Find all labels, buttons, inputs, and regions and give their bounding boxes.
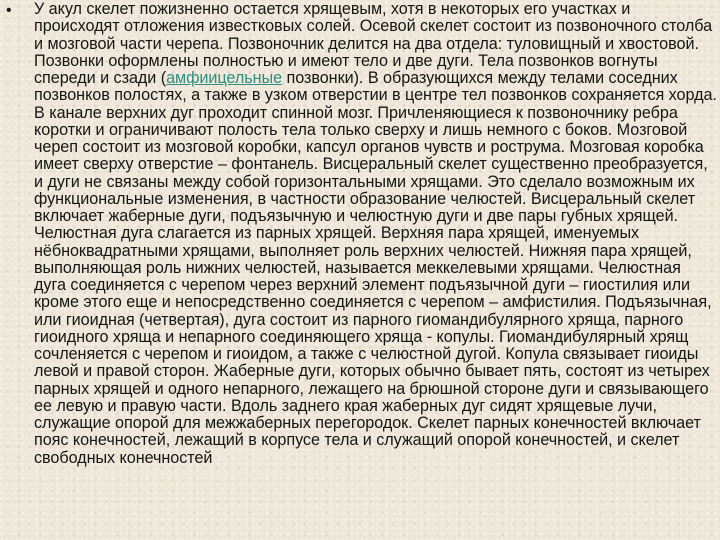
amphicoelous-link[interactable]: амфиицельные — [166, 69, 283, 87]
paragraph-text-end: позвонки). В образующихся между телами соседних позвонков полостях, а также в узком отверстии в центре тел позвонков сохраняется хорда. В канале верхних дуг проходит спинной мозг. Причленяющиеся к позвоночнику ребра коротки и ограничивают полость тела только сверху и лишь немного с боков. Мозговой череп состоит из мозговой коробки, капсул органов чувств и рострума. Мозговая коробка имеет сверху отверстие – фонтанель. Висцеральный скелет существенно преобразуется, и дуги не связаны между собой горизонтальными хрящами. Это сделало возможным их функциональные изменения, в частности образование челюстей. Висцеральный скелет включает жаберные дуги, подъязычную и челюстную дуги и две пары губных хрящей. Челюстная дуга слагается из парных хрящей. Верхняя пара хрящей, именуемых нёбноквадратными хрящами, выполняет роль верхних челюстей. Нижняя пара хрящей, выполняющая роль нижних челюстей, называется меккелевыми хрящами. Челюстная дуга соединяется с черепом через верхний элемент подъязычной дуги – гиостилия или кроме этого еще и непосредственно соединяется с черепом – амфистилия. Подъязычная, или гиоидная (четвертая), дуга состоит из парного гиомандибулярного хряща, парного гиоидного хряща и непарного соединяющего хряща - копулы. Гиомандибулярный хрящ сочленяется с черепом и гиоидом, а также с челюстной дугой. Копула связывает гиоиды левой и правой сторон. Жаберные дуги, которых обычно бывает пять, состоят из четырех парных хрящей и одного непарного, лежащего на брюшной стороне дуги и связывающего ее левую и правую части. Вдоль заднего края жаберных дуг сидят хрящевые лучи, служащие опорой для межжаберных перегородок. Скелет парных конечностей включает пояс конечностей, лежащий в корпусе тела и служащий опорой конечностей, и скелет свободных конечностей — [34, 69, 717, 467]
body-paragraph — [34, 1, 717, 467]
bullet-marker: • — [6, 2, 12, 19]
paragraph-text-start: У акул скелет пожизненно остается хрящевым, хотя в некоторых его участках и происходят отложения известковых солей. Осевой скелет состоит из позвоночного столба и мозговой части черепа. Позвоночник делится на два отдела: туловищный и хвостовой. Позвонки оформлены полностью и имеют тело и две дуги. Тела позвонков вогнуты спереди и сзади ( — [34, 0, 713, 87]
